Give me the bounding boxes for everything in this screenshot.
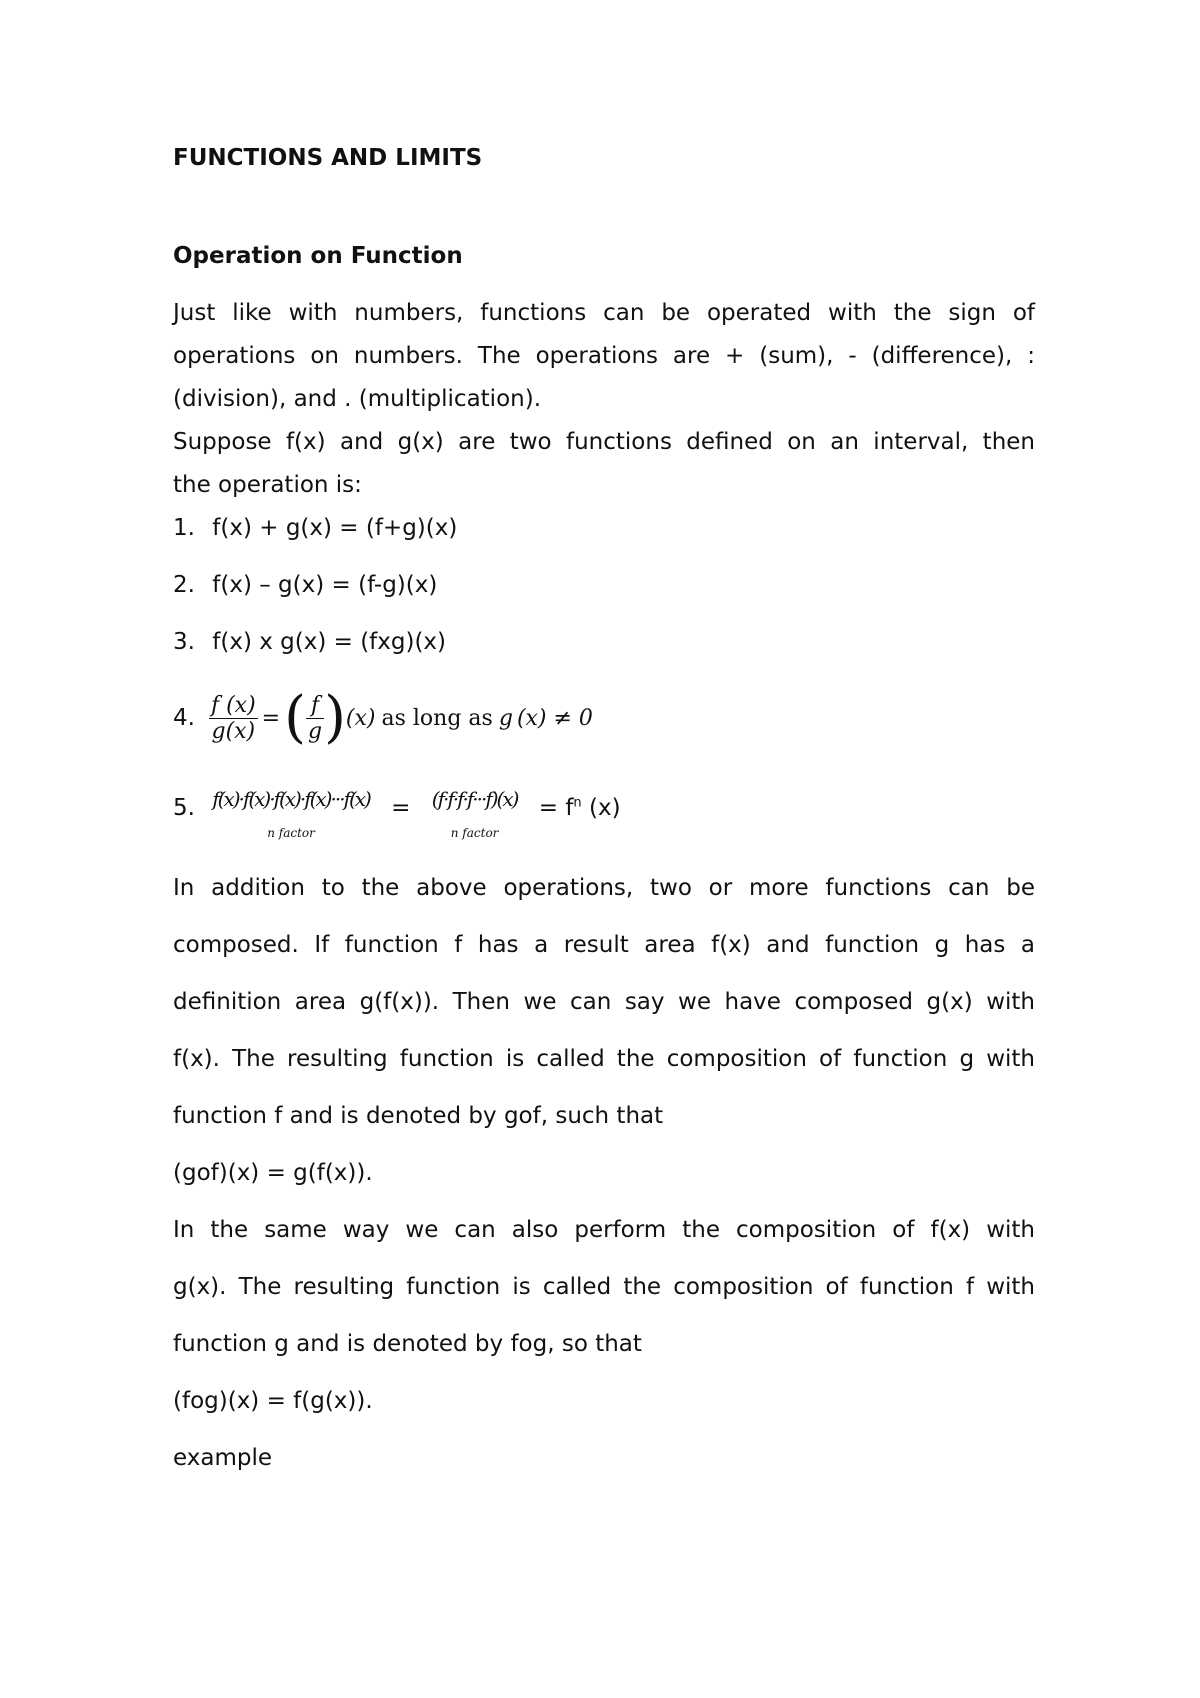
fog-formula: (fog)(x) = f(g(x)). xyxy=(173,1388,373,1414)
operation-3 xyxy=(173,629,446,655)
gof-formula: (gof)(x) = g(f(x)). xyxy=(173,1160,373,1186)
composite-product-expression: (f·f·f·f···f)(x) xyxy=(431,786,518,811)
example-label: example xyxy=(173,1445,272,1471)
operation-5-result-x: (x) xyxy=(588,795,621,821)
right-paren: ) xyxy=(324,685,346,750)
operation-5 xyxy=(173,786,621,845)
f-over-g-fraction xyxy=(306,693,324,744)
same-way-line-1: In the same way we can also perform the composition of f(x) with xyxy=(173,1217,1035,1243)
operation-1-number: 1. xyxy=(173,515,195,541)
operation-4-equals: = xyxy=(261,705,281,731)
operation-1 xyxy=(173,515,457,541)
addition-line-4: f(x). The resulting function is called the composition of function g with xyxy=(173,1046,1035,1072)
operation-2 xyxy=(173,572,437,598)
operation-4-number: 4. xyxy=(173,705,195,731)
n-factor-label-lhs: n factor xyxy=(267,825,315,840)
operation-5-equals: = xyxy=(391,795,411,821)
operation-5-number: 5. xyxy=(173,795,195,821)
addition-line-2: composed. If function f has a result area f(x) and function g has a xyxy=(173,932,1035,958)
n-factor-product-lhs xyxy=(212,786,370,840)
f-over-g-numerator: f xyxy=(306,693,324,719)
operation-4-condition-gx: (x) ≠ 0 xyxy=(516,705,593,731)
addition-line-1: In addition to the above operations, two or more functions can be xyxy=(173,875,1035,901)
operation-3-number: 3. xyxy=(173,629,195,655)
operation-2-number: 2. xyxy=(173,572,195,598)
page-title: FUNCTIONS AND LIMITS xyxy=(173,145,483,171)
operation-2-formula: f(x) – g(x) = (f-g)(x) xyxy=(212,572,438,598)
section-heading: Operation on Function xyxy=(173,243,463,269)
quotient-denominator: g(x) xyxy=(211,718,256,744)
operation-4 xyxy=(173,684,593,752)
n-factor-label-rhs: n factor xyxy=(450,825,499,840)
quotient-numerator: f (x) xyxy=(210,692,256,718)
intro-line-3: (division), and . (multiplication). xyxy=(173,386,541,412)
operation-5-result-eq: = f xyxy=(538,795,574,821)
operation-3-formula: f(x) x g(x) = (fxg)(x) xyxy=(212,629,447,655)
intro-line-1: Just like with numbers, functions can be operated with the sign of xyxy=(173,300,1035,326)
operation-4-condition-g: g xyxy=(498,705,513,731)
same-way-line-2: g(x). The resulting function is called the composition of function f with xyxy=(173,1274,1035,1300)
operation-4-condition-text: as long as xyxy=(381,705,493,731)
addition-line-5: function f and is denoted by gof, such that xyxy=(173,1103,664,1129)
suppose-line-2: the operation is: xyxy=(173,472,362,498)
n-factor-product-rhs xyxy=(431,786,518,840)
operation-1-formula: f(x) + g(x) = (f+g)(x) xyxy=(212,515,458,541)
operation-5-result xyxy=(539,795,621,821)
suppose-line-1: Suppose f(x) and g(x) are two functions defined on an interval, then xyxy=(173,429,1035,455)
quotient-fraction xyxy=(209,693,258,744)
product-expression: f(x)·f(x)·f(x)·f(x)···f(x) xyxy=(212,786,370,811)
f-over-g-denominator: g xyxy=(307,718,323,744)
left-paren: ( xyxy=(284,685,306,750)
operation-4-x: (x) xyxy=(345,705,376,731)
addition-line-3: definition area g(f(x)). Then we can say we have composed g(x) with xyxy=(173,989,1035,1015)
operation-5-result-exponent: n xyxy=(573,795,582,811)
intro-line-2: operations on numbers. The operations are + (sum), - (difference), : xyxy=(173,343,1035,369)
same-way-line-3: function g and is denoted by fog, so that xyxy=(173,1331,642,1357)
